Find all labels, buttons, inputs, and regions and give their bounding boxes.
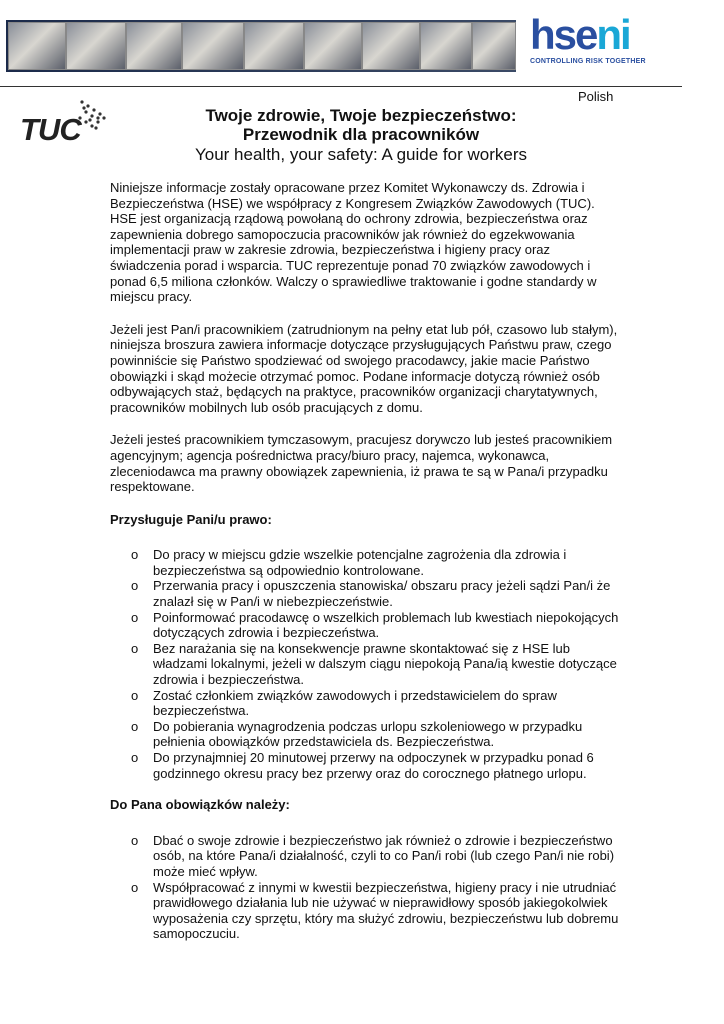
- list-item: o Dbać o swoje zdrowie i bezpieczeństwo jak również o zdrowie i bezpieczeństwo osób, na które Pana/i działalność, czyli to co Pan/i robi (lub czego Pan/i nie robi) może mieć wpływ.: [131, 832, 615, 879]
- title-polish-line2: Przewodnik dla pracowników: [242, 125, 480, 144]
- list-item: o Zostać członkiem związków zawodowych i przedstawicielem do spraw bezpieczeństwa.: [131, 687, 557, 719]
- tuc-wordmark: TUC: [20, 112, 81, 147]
- list-item: o Poinformować pracodawcę o wszelkich problemach lub kwestiach niepokojących dotyczących zdrowia i bezpieczeństwa.: [131, 609, 619, 641]
- document-body: [110, 180, 624, 958]
- duties-heading: Do Pana obowiązków należy:: [110, 797, 290, 813]
- banner-photo: [182, 22, 244, 70]
- banner-photo: [126, 22, 182, 70]
- rights-list: [110, 547, 624, 781]
- document-title: [150, 106, 572, 166]
- bullet-icon: o: [131, 718, 139, 734]
- banner-photo: [8, 22, 66, 70]
- hseni-tagline: CONTROLLING RISK TOGETHER: [530, 58, 646, 65]
- bullet-icon: o: [131, 609, 139, 625]
- list-item: o Przerwania pracy i opuszczenia stanowiska/ obszaru pracy jeżeli sądzi Pan/i że znalazł się w Pan/i w niebezpieczeństwie.: [131, 578, 611, 610]
- tuc-logo: [20, 98, 112, 150]
- banner-photo: [304, 22, 362, 70]
- title-english: Your health, your safety: A guide for workers: [194, 145, 527, 164]
- bullet-icon: o: [131, 750, 139, 765]
- bullet-icon: o: [131, 832, 139, 848]
- banner-photo: [420, 22, 472, 70]
- list-item: o Współpracować z innymi w kwestii bezpieczeństwa, higieny pracy i nie utrudniać prawidłowego działania lub nie używać w nieprawidłowy sposób jakiegokolwiek wyposażenia czy sprzętu, który ma służyć zdrowiu, bezpieczeństwu lub dobremu samopoczuciu.: [131, 879, 619, 942]
- temporary-workers-paragraph: Jeżeli jesteś pracownikiem tymczasowym, pracujesz dorywczo lub jesteś pracownikiem agencyjnym; agencja pośrednictwa pracy/biuro pracy, najemca, wykonawca, zleceniodawca ma prawny obowiązek zapewnienia, iż prawa te są w Pana/i przypadku respektowane.: [110, 432, 613, 495]
- intro-paragraph: Niniejsze informacje zostały opracowane przez Komitet Wykonawczy ds. Zdrowia i Bezpieczeństwa (HSE) we współpracy z Kongresem Związków Zawodowych (TUC). HSE jest organizacją rządową powołaną do ochrony zdrowia, bezpieczeństwa oraz zapewnienia dobrego samopoczucia pracowników jak również do egzekwowania implementacji praw w zakresie zdrowia, bezpieczeństwa i higieny pracy oraz świadczenia porad i wsparcia. TUC reprezentuje ponad 70 związków zawodowych i ponad 6,5 miliona członków. Walczy o sprawiedliwe traktowanie i godne standardy w miejscu pracy.: [110, 180, 597, 305]
- title-polish-line1: Twoje zdrowie, Twoje bezpieczeństwo:: [205, 106, 517, 125]
- banner-photo: [472, 22, 516, 70]
- bullet-icon: o: [131, 578, 139, 594]
- bullet-icon: o: [131, 687, 139, 703]
- hseni-logo: [530, 11, 655, 70]
- banner-photo: [244, 22, 304, 70]
- duties-list: [110, 833, 624, 942]
- rights-heading: Przysługuje Pani/u prawo:: [110, 511, 272, 527]
- list-item: o Do pracy w miejscu gdzie wszelkie potencjalne zagrożenia dla zdrowia i bezpieczeństwa są odpowiednio kontrolowane.: [131, 547, 567, 578]
- photo-banner: [6, 20, 516, 72]
- hse-wordmark: hse: [530, 11, 597, 58]
- language-label: Polish: [578, 89, 614, 104]
- bullet-icon: o: [131, 879, 139, 895]
- banner-photo: [66, 22, 126, 70]
- scope-paragraph: Jeżeli jest Pan/i pracownikiem (zatrudnionym na pełny etat lub pół, czasowo lub stałym), niniejsza broszura zawiera informacje dotyczące przysługujących Państwu praw, czego powinniście się Państwo spodziewać od swojego pracodawcy, jakie macie Państwo obowiązki i skąd możecie otrzymać pomoc. Podane informacje dotyczą również osób odbywających staż, będących na praktyce, pracowników organizacji charytatywnych, pracowników mobilnych lub osób pracujących z domu.: [110, 321, 618, 415]
- ni-wordmark: ni: [596, 11, 630, 58]
- list-item: o Do pobierania wynagrodzenia podczas urlopu szkoleniowego w przypadku pełnienia obowiązków przedstawiciela ds. Bezpieczeństwa.: [131, 718, 583, 750]
- list-item: o Bez narażania się na konsekwencje prawne skontaktować się z HSE lub władzami lokalnymi, jeżeli w dalszym ciągu niepokoją Pana/ią kwestie dotyczące zdrowia i bezpieczeństwa.: [131, 640, 617, 688]
- list-item: o Do przynajmniej 20 minutowej przerwy na odpoczynek w przypadku ponad 6 godzinnego okresu pracy bez przerwy oraz do corocznego płatnego urlopu.: [131, 750, 594, 781]
- bullet-icon: o: [131, 547, 139, 563]
- banner-photo: [362, 22, 420, 70]
- header-divider: [0, 86, 682, 87]
- bullet-icon: o: [131, 640, 139, 656]
